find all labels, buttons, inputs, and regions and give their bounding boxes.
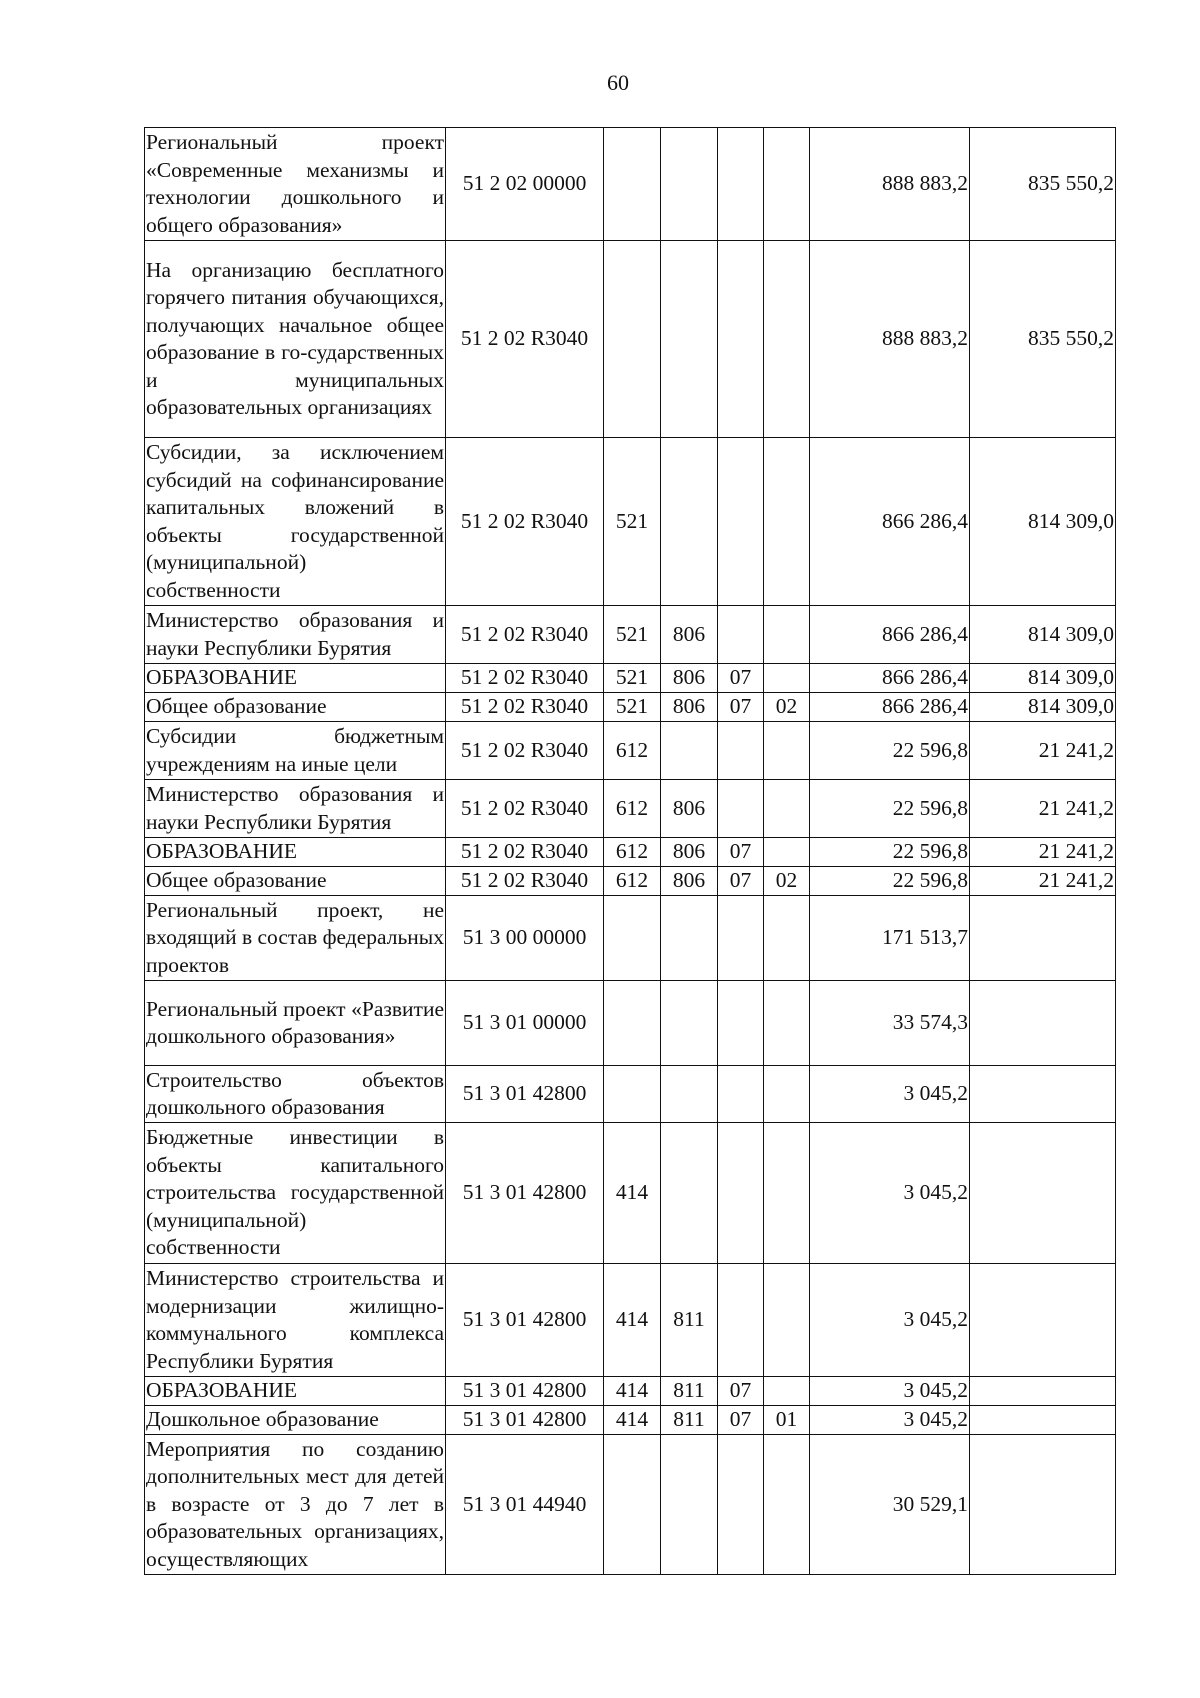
row-expense-type <box>604 981 661 1066</box>
row-subsection-code <box>764 838 810 867</box>
row-amount-year-2: 21 241,2 <box>970 867 1116 896</box>
table-row <box>145 128 1116 241</box>
row-subsection-code <box>764 981 810 1066</box>
row-expense-type: 612 <box>604 838 661 867</box>
row-ministry-code: 806 <box>661 664 718 693</box>
row-expense-type: 612 <box>604 722 661 780</box>
page-number: 60 <box>607 70 629 95</box>
row-ministry-code: 806 <box>661 780 718 838</box>
row-subsection-code <box>764 664 810 693</box>
table-row <box>145 1406 1116 1435</box>
row-target-code: 51 3 01 42800 <box>446 1264 604 1377</box>
row-target-code: 51 3 01 42800 <box>446 1066 604 1123</box>
row-ministry-code <box>661 896 718 981</box>
row-amount-year-1: 3 045,2 <box>810 1264 970 1377</box>
table-row <box>145 722 1116 780</box>
row-target-code: 51 3 01 42800 <box>446 1123 604 1264</box>
row-ministry-code <box>661 241 718 438</box>
table-row <box>145 1123 1116 1264</box>
row-section-code <box>718 722 764 780</box>
row-subsection-code <box>764 438 810 606</box>
table-row <box>145 1264 1116 1377</box>
budget-table <box>144 127 1116 1575</box>
row-amount-year-1: 3 045,2 <box>810 1377 970 1406</box>
row-expense-type <box>604 896 661 981</box>
row-description: Министерство строительства и модернизации жилищно-коммунального комплекса Республики Бурятия <box>145 1264 446 1377</box>
row-amount-year-2 <box>970 1264 1116 1377</box>
row-amount-year-2: 21 241,2 <box>970 780 1116 838</box>
row-subsection-code: 01 <box>764 1406 810 1435</box>
row-description: Дошкольное образование <box>145 1406 446 1435</box>
row-description: Региональный проект «Современные механизмы и технологии дошкольного и общего образования» <box>145 128 446 241</box>
row-subsection-code: 02 <box>764 867 810 896</box>
row-target-code: 51 2 02 R3040 <box>446 780 604 838</box>
row-amount-year-1: 22 596,8 <box>810 722 970 780</box>
row-ministry-code: 811 <box>661 1406 718 1435</box>
table-row <box>145 780 1116 838</box>
row-target-code: 51 2 02 R3040 <box>446 867 604 896</box>
row-expense-type: 414 <box>604 1264 661 1377</box>
row-amount-year-1: 22 596,8 <box>810 780 970 838</box>
row-ministry-code <box>661 1123 718 1264</box>
row-ministry-code: 806 <box>661 606 718 664</box>
row-description: ОБРАЗОВАНИЕ <box>145 838 446 867</box>
row-target-code: 51 2 02 R3040 <box>446 606 604 664</box>
row-subsection-code <box>764 241 810 438</box>
row-target-code: 51 2 02 R3040 <box>446 241 604 438</box>
row-target-code: 51 3 01 42800 <box>446 1377 604 1406</box>
row-section-code <box>718 128 764 241</box>
row-subsection-code <box>764 128 810 241</box>
row-description: Общее образование <box>145 693 446 722</box>
row-target-code: 51 2 02 R3040 <box>446 664 604 693</box>
row-section-code <box>718 1264 764 1377</box>
row-amount-year-2 <box>970 1123 1116 1264</box>
row-section-code: 07 <box>718 838 764 867</box>
row-expense-type: 414 <box>604 1123 661 1264</box>
row-section-code <box>718 241 764 438</box>
row-amount-year-1: 866 286,4 <box>810 693 970 722</box>
row-subsection-code <box>764 1435 810 1575</box>
row-description: ОБРАЗОВАНИЕ <box>145 664 446 693</box>
row-subsection-code <box>764 1264 810 1377</box>
row-amount-year-1: 866 286,4 <box>810 606 970 664</box>
table-row <box>145 981 1116 1066</box>
table-row <box>145 896 1116 981</box>
row-amount-year-2: 835 550,2 <box>970 128 1116 241</box>
row-expense-type: 612 <box>604 780 661 838</box>
row-amount-year-1: 33 574,3 <box>810 981 970 1066</box>
row-ministry-code <box>661 128 718 241</box>
row-section-code <box>718 1066 764 1123</box>
row-amount-year-1: 3 045,2 <box>810 1066 970 1123</box>
row-target-code: 51 2 02 R3040 <box>446 838 604 867</box>
row-ministry-code: 811 <box>661 1264 718 1377</box>
row-subsection-code <box>764 722 810 780</box>
table-row <box>145 867 1116 896</box>
row-ministry-code <box>661 981 718 1066</box>
row-ministry-code <box>661 1435 718 1575</box>
row-description: Министерство образования и науки Республики Бурятия <box>145 780 446 838</box>
row-section-code <box>718 1123 764 1264</box>
row-description: Субсидии бюджетным учреждениям на иные цели <box>145 722 446 780</box>
row-amount-year-2: 814 309,0 <box>970 664 1116 693</box>
table-row <box>145 1066 1116 1123</box>
row-amount-year-1: 171 513,7 <box>810 896 970 981</box>
row-amount-year-2: 814 309,0 <box>970 693 1116 722</box>
row-section-code: 07 <box>718 1377 764 1406</box>
row-amount-year-1: 30 529,1 <box>810 1435 970 1575</box>
row-target-code: 51 2 02 R3040 <box>446 693 604 722</box>
row-section-code <box>718 981 764 1066</box>
row-subsection-code <box>764 780 810 838</box>
row-section-code <box>718 1435 764 1575</box>
row-expense-type: 414 <box>604 1406 661 1435</box>
row-subsection-code <box>764 1123 810 1264</box>
row-ministry-code <box>661 1066 718 1123</box>
row-amount-year-2: 21 241,2 <box>970 838 1116 867</box>
table-body <box>145 128 1116 1575</box>
row-section-code: 07 <box>718 693 764 722</box>
row-expense-type <box>604 1066 661 1123</box>
row-target-code: 51 2 02 R3040 <box>446 722 604 780</box>
row-amount-year-1: 866 286,4 <box>810 664 970 693</box>
row-amount-year-1: 22 596,8 <box>810 867 970 896</box>
row-ministry-code: 811 <box>661 1377 718 1406</box>
table-row <box>145 664 1116 693</box>
row-section-code <box>718 780 764 838</box>
row-subsection-code <box>764 896 810 981</box>
row-target-code: 51 3 01 00000 <box>446 981 604 1066</box>
table-row <box>145 838 1116 867</box>
row-description: Общее образование <box>145 867 446 896</box>
row-description: Министерство образования и науки Республики Бурятия <box>145 606 446 664</box>
row-amount-year-2: 835 550,2 <box>970 241 1116 438</box>
row-amount-year-1: 22 596,8 <box>810 838 970 867</box>
row-description: Региональный проект, не входящий в состав федеральных проектов <box>145 896 446 981</box>
row-subsection-code: 02 <box>764 693 810 722</box>
row-section-code: 07 <box>718 867 764 896</box>
row-target-code: 51 3 01 44940 <box>446 1435 604 1575</box>
row-amount-year-2 <box>970 1406 1116 1435</box>
row-amount-year-2 <box>970 1435 1116 1575</box>
row-expense-type: 521 <box>604 606 661 664</box>
row-amount-year-2: 814 309,0 <box>970 606 1116 664</box>
row-expense-type <box>604 241 661 438</box>
row-description: Региональный проект «Развитие дошкольного образования» <box>145 981 446 1066</box>
row-amount-year-2 <box>970 981 1116 1066</box>
row-description: Мероприятия по созданию дополнительных мест для детей в возрасте от 3 до 7 лет в образовательных организациях, осуществляющих <box>145 1435 446 1575</box>
table-row <box>145 1377 1116 1406</box>
row-expense-type: 521 <box>604 693 661 722</box>
row-amount-year-1: 888 883,2 <box>810 241 970 438</box>
table-row <box>145 606 1116 664</box>
row-amount-year-2: 21 241,2 <box>970 722 1116 780</box>
row-amount-year-1: 866 286,4 <box>810 438 970 606</box>
row-description: ОБРАЗОВАНИЕ <box>145 1377 446 1406</box>
row-subsection-code <box>764 606 810 664</box>
row-expense-type: 521 <box>604 438 661 606</box>
row-expense-type: 612 <box>604 867 661 896</box>
row-section-code: 07 <box>718 664 764 693</box>
table-row <box>145 438 1116 606</box>
row-amount-year-2 <box>970 1066 1116 1123</box>
row-target-code: 51 3 00 00000 <box>446 896 604 981</box>
row-amount-year-2 <box>970 1377 1116 1406</box>
table-row <box>145 241 1116 438</box>
row-ministry-code: 806 <box>661 867 718 896</box>
row-section-code <box>718 438 764 606</box>
row-section-code <box>718 896 764 981</box>
row-amount-year-1: 3 045,2 <box>810 1123 970 1264</box>
row-amount-year-2: 814 309,0 <box>970 438 1116 606</box>
row-section-code: 07 <box>718 1406 764 1435</box>
row-expense-type: 521 <box>604 664 661 693</box>
row-description: Субсидии, за исключением субсидий на софинансирование капитальных вложений в объекты государственной (муниципальной) собственности <box>145 438 446 606</box>
row-amount-year-1: 888 883,2 <box>810 128 970 241</box>
row-amount-year-2 <box>970 896 1116 981</box>
row-target-code: 51 2 02 00000 <box>446 128 604 241</box>
row-ministry-code: 806 <box>661 693 718 722</box>
row-amount-year-1: 3 045,2 <box>810 1406 970 1435</box>
row-ministry-code: 806 <box>661 838 718 867</box>
row-expense-type <box>604 1435 661 1575</box>
row-target-code: 51 3 01 42800 <box>446 1406 604 1435</box>
row-subsection-code <box>764 1066 810 1123</box>
row-ministry-code <box>661 722 718 780</box>
row-ministry-code <box>661 438 718 606</box>
row-description: Бюджетные инвестиции в объекты капитального строительства государственной (муниципальной) собственности <box>145 1123 446 1264</box>
table-row <box>145 693 1116 722</box>
row-subsection-code <box>764 1377 810 1406</box>
row-section-code <box>718 606 764 664</box>
row-expense-type <box>604 128 661 241</box>
row-description: На организацию бесплатного горячего питания обучающихся, получающих начальное общее образование в го-сударственных и муниципальных образовательных организациях <box>145 241 446 438</box>
row-target-code: 51 2 02 R3040 <box>446 438 604 606</box>
row-description: Строительство объектов дошкольного образования <box>145 1066 446 1123</box>
table-row <box>145 1435 1116 1575</box>
row-expense-type: 414 <box>604 1377 661 1406</box>
